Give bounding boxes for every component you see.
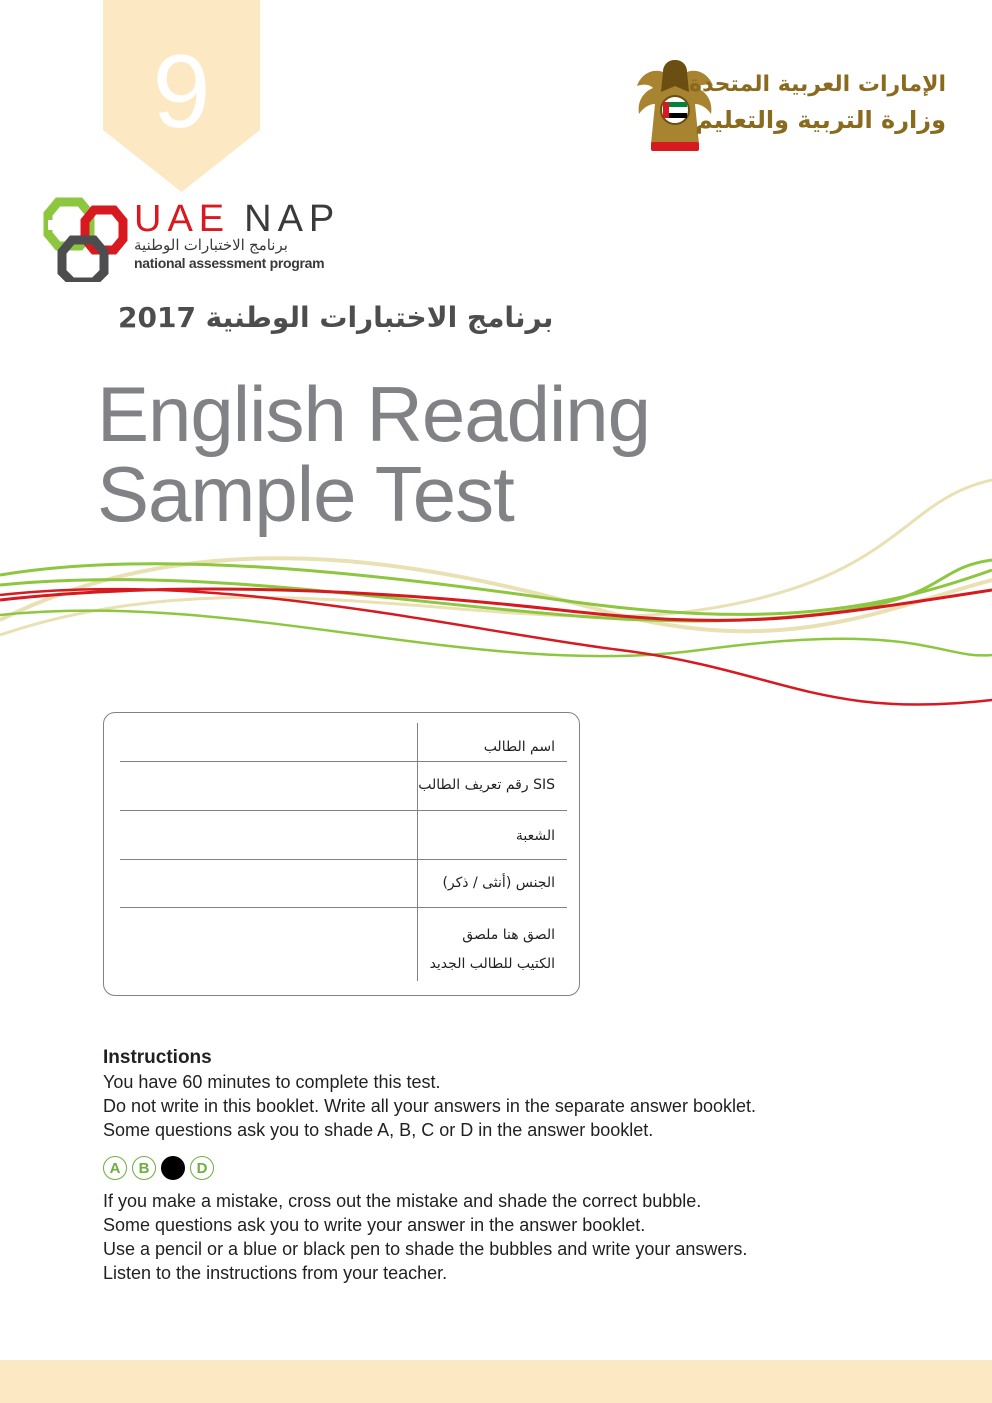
- bubble-b: B: [132, 1156, 156, 1180]
- nap-title-nap: NAP: [244, 198, 341, 240]
- info-label-sticker-2: الكتيب للطالب الجديد: [429, 956, 555, 972]
- instruction-line: Some questions ask you to write your answer in the answer booklet.: [103, 1215, 646, 1235]
- title-line-2: Sample Test: [97, 450, 514, 538]
- title-line-1: English Reading: [97, 370, 651, 458]
- instruction-line: Use a pencil or a blue or black pen to shade the bubbles and write your answers.: [103, 1239, 748, 1259]
- instruction-line: Listen to the instructions from your teacher.: [103, 1263, 448, 1283]
- nap-english-name: national assessment program: [134, 255, 325, 271]
- student-info-box: [103, 712, 580, 996]
- ministry-country-name: الإمارات العربية المتحدة: [688, 72, 946, 97]
- info-label-student-name: اسم الطالب: [483, 739, 555, 755]
- info-label-sis: SIS رقم تعريف الطالب: [418, 777, 555, 793]
- grade-number: 9: [152, 34, 211, 150]
- info-label-sticker-1: الصق هنا ملصق: [462, 927, 555, 943]
- wave-red-1: [0, 589, 992, 620]
- uae-nap-logo-icon: [42, 196, 132, 282]
- bubble-c-shaded: C: [161, 1156, 185, 1180]
- instruction-line: If you make a mistake, cross out the mistake and shade the correct bubble.: [103, 1191, 702, 1211]
- wave-green-3: [0, 611, 992, 657]
- instructions-section: [103, 1046, 883, 1285]
- info-label-section: الشعبة: [515, 828, 555, 844]
- instruction-line: Do not write in this booklet. Write all your answers in the separate answer booklet.: [103, 1096, 756, 1116]
- info-row-student-name[interactable]: [120, 723, 567, 762]
- info-row-sticker[interactable]: [120, 908, 567, 981]
- uae-falcon-emblem-icon: [635, 56, 715, 154]
- instructions-heading: Instructions: [103, 1047, 212, 1068]
- nap-arabic-name: برنامج الاختبارات الوطنية: [134, 237, 288, 254]
- footer-band: [0, 1360, 992, 1403]
- program-heading: برنامج الاختبارات الوطنية 2017: [118, 301, 554, 334]
- info-label-gender: الجنس (أنثى / ذكر): [442, 875, 555, 891]
- instruction-line: You have 60 minutes to complete this test.: [103, 1072, 441, 1092]
- nap-title-uae: UAE: [134, 198, 231, 240]
- decorative-waves: [0, 460, 992, 740]
- info-row-gender[interactable]: [120, 860, 567, 908]
- bubble-a: A: [103, 1156, 127, 1180]
- instruction-line: Some questions ask you to shade A, B, C or D in the answer booklet.: [103, 1120, 654, 1140]
- info-row-section[interactable]: [120, 811, 567, 860]
- answer-bubbles-example: [103, 1156, 883, 1182]
- ministry-name: وزارة التربية والتعليم: [695, 106, 946, 134]
- bubble-d: D: [190, 1156, 214, 1180]
- info-row-sis[interactable]: [120, 762, 567, 811]
- nap-title: [134, 200, 340, 238]
